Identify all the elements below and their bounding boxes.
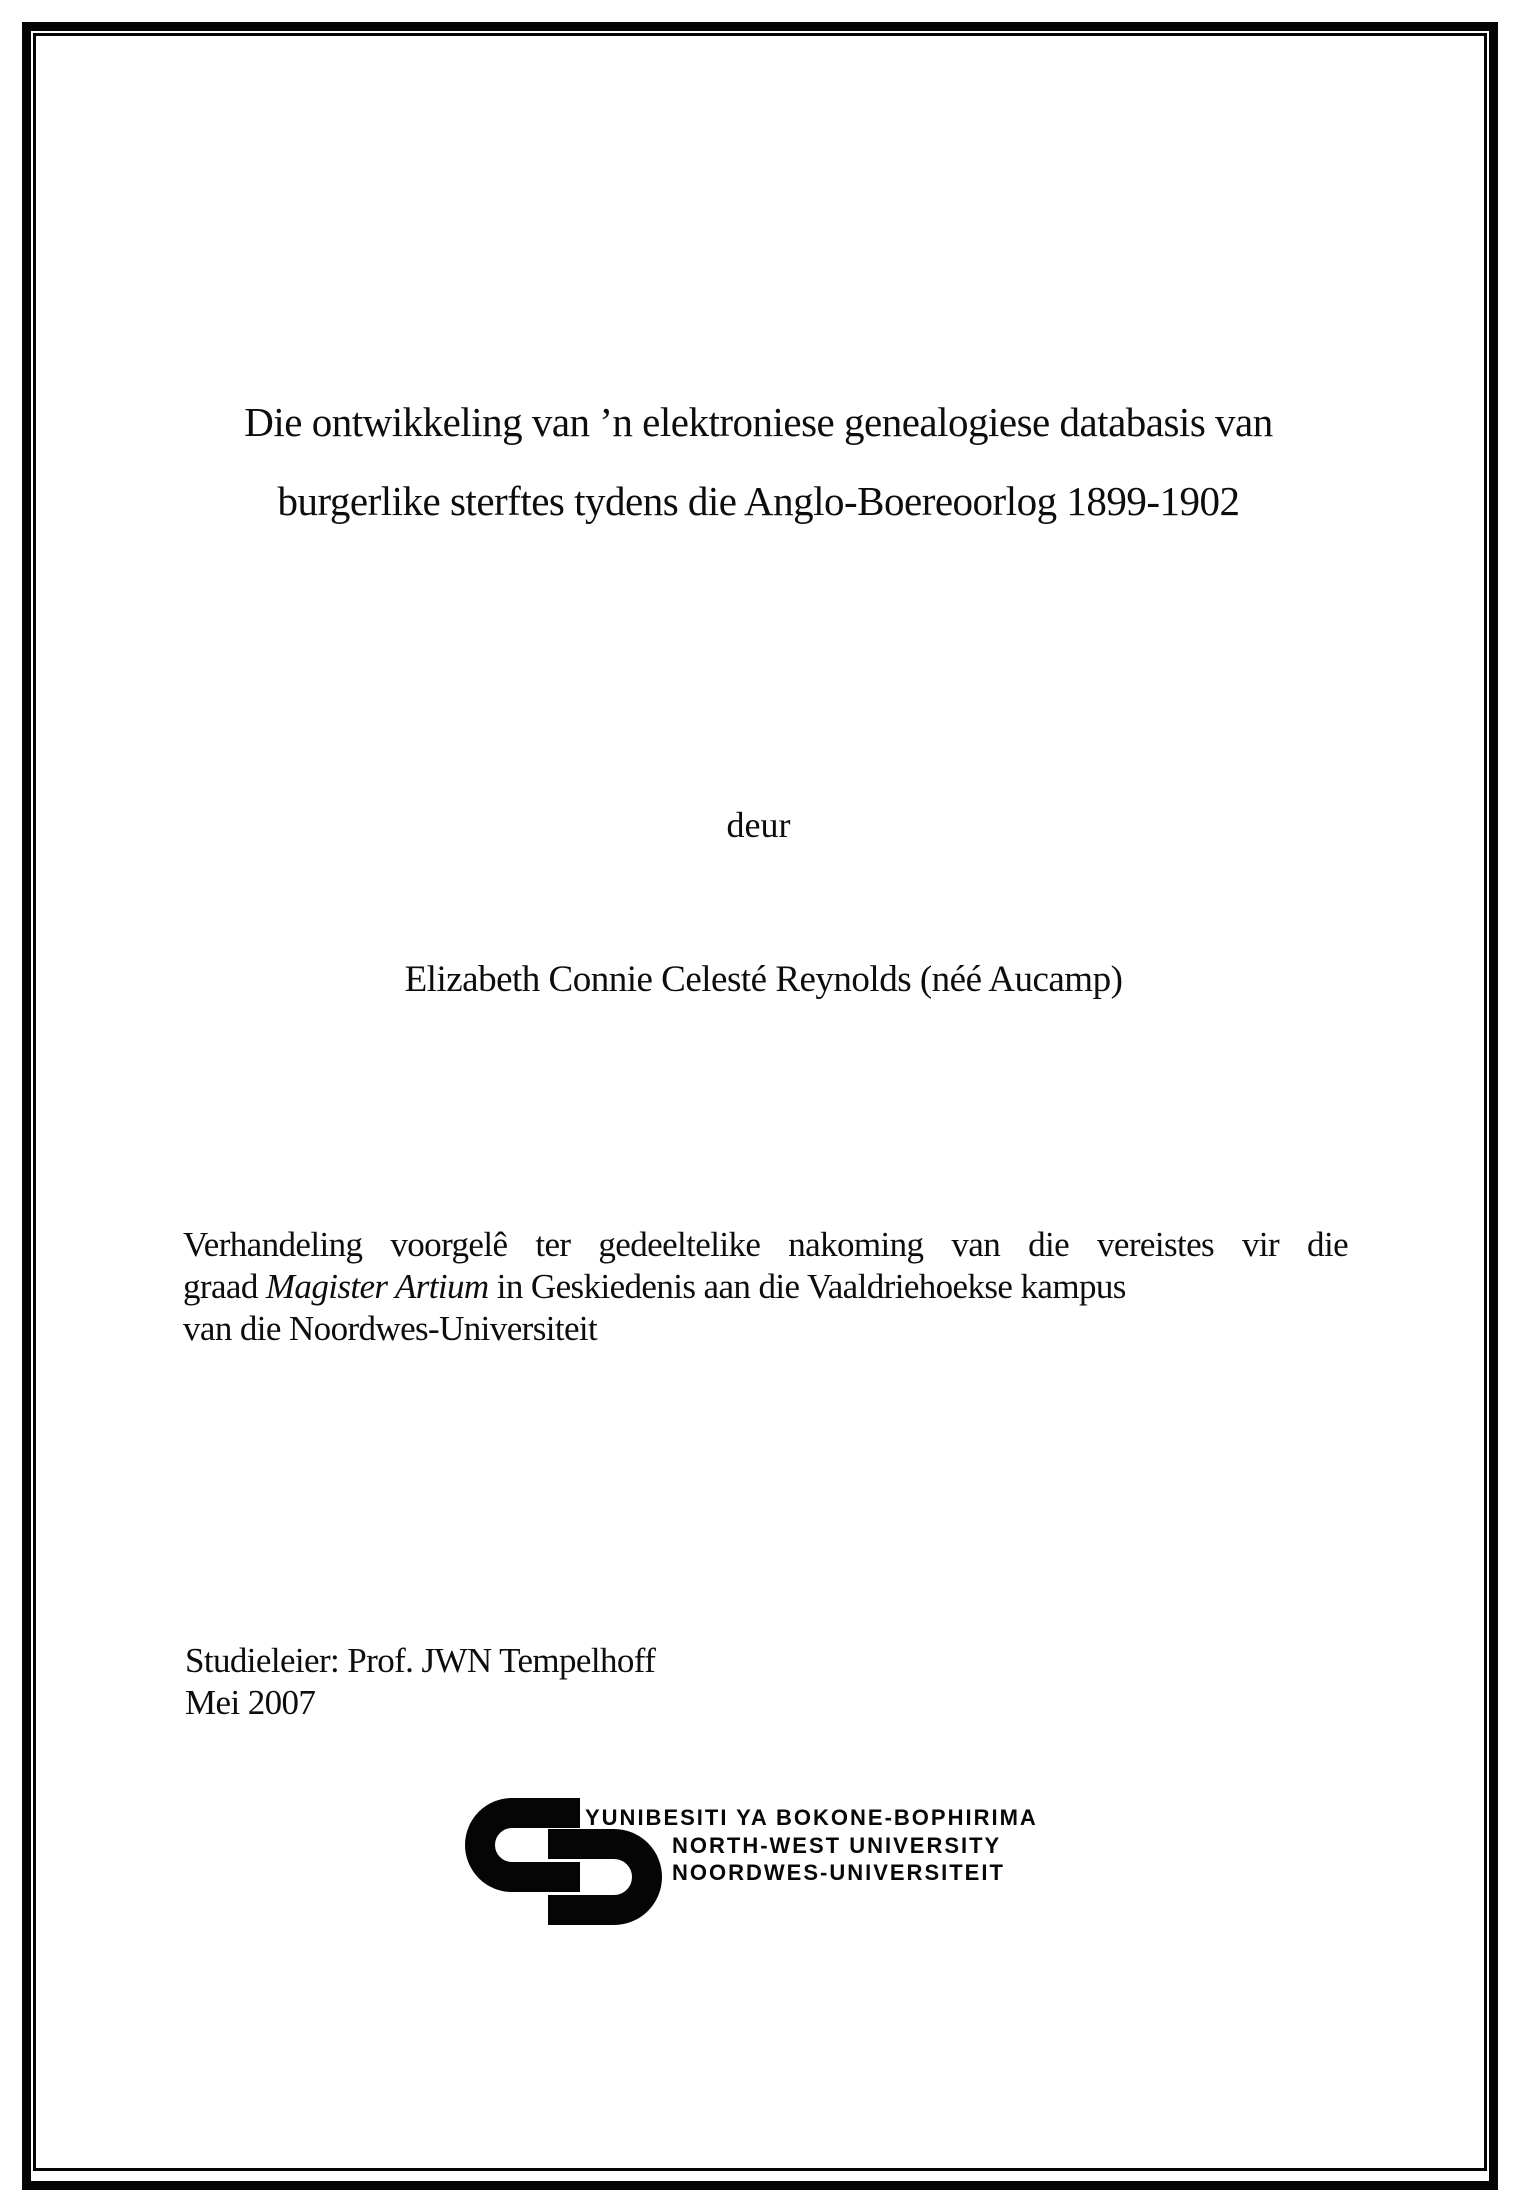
university-name-setswana: YUNIBESITI YA BOKONE-BOPHIRIMA <box>585 1805 1038 1830</box>
degree-name-italic: Magister Artium <box>265 1267 489 1306</box>
university-name-afrikaans: NOORDWES-UNIVERSITEIT <box>672 1860 1005 1885</box>
degree-statement-line2 <box>183 1266 1348 1308</box>
degree-statement-line1: Verhandeling voorgelê ter gedeeltelike nakoming van die vereistes vir die <box>183 1225 1348 1264</box>
byline-deur: deur <box>726 805 791 845</box>
author-name: Elizabeth Connie Celesté Reynolds (néé Aucamp) <box>404 959 1123 1000</box>
degree-statement-line3: van die Noordwes-Universiteit <box>183 1309 598 1348</box>
degree-statement <box>183 1224 1348 1350</box>
degree-statement-line2-prefix: graad <box>183 1267 266 1306</box>
nwu-logo <box>464 1798 1104 1938</box>
supervisor-block <box>185 1640 655 1724</box>
thesis-title <box>90 383 1427 541</box>
university-name-english: NORTH-WEST UNIVERSITY <box>672 1833 1002 1858</box>
degree-statement-line2-suffix: in Geskiedenis aan die Vaaldriehoekse kampus <box>488 1267 1126 1306</box>
thesis-title-line1: Die ontwikkeling van ’n elektroniese genealogiese databasis van <box>244 399 1273 445</box>
date-line: Mei 2007 <box>185 1683 316 1722</box>
supervisor-line: Studieleier: Prof. JWN Tempelhoff <box>185 1641 656 1680</box>
thesis-title-line2: burgerlike sterftes tydens die Anglo-Boereoorlog 1899-1902 <box>277 478 1240 524</box>
